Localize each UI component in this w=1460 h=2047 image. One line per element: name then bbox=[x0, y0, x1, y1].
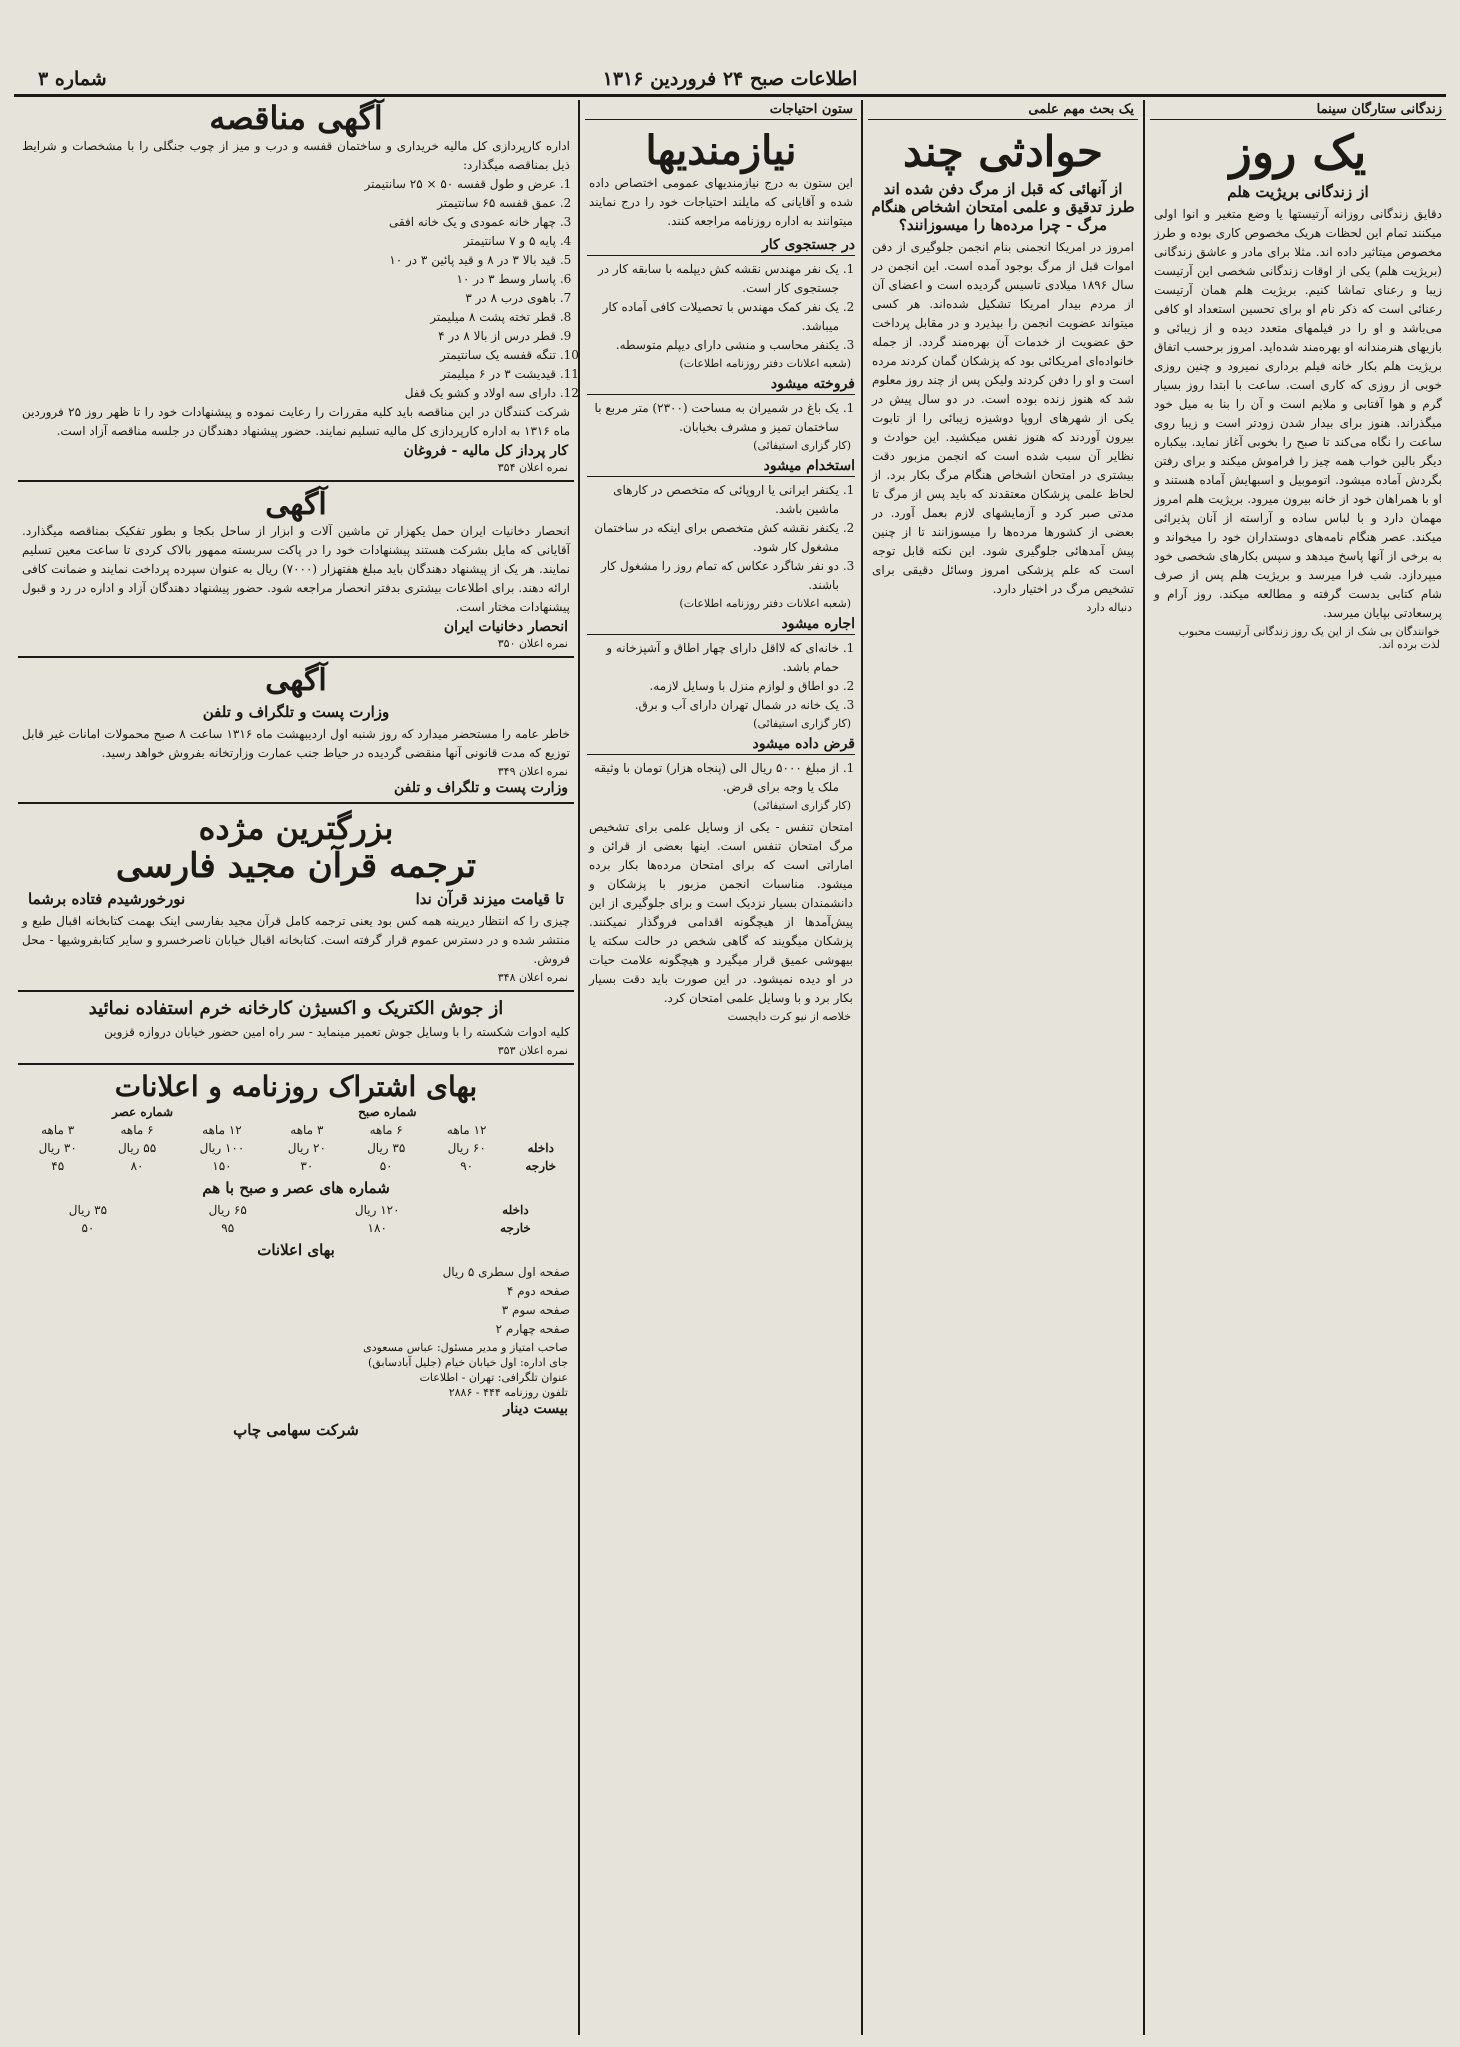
period-cell: ۳ ماهه bbox=[290, 1122, 324, 1137]
empty-cell bbox=[508, 1121, 575, 1139]
headline: نیازمندیها bbox=[645, 127, 797, 174]
masthead bbox=[14, 68, 1446, 97]
electric-body: کلیه ادوات شکسته را با وسایل جوش تعمیر مینماید - سر راه امین حضور خیابان دروازه قزوین bbox=[104, 1024, 570, 1039]
morning-title: شماره صبح bbox=[358, 1104, 417, 1119]
quran-subtitle: ترجمه قرآن مجید فارسی bbox=[115, 845, 477, 886]
classified-items bbox=[585, 399, 857, 437]
office-address: جای اداره: اول خیابان خیام (جلیل آبادسابق) bbox=[368, 1355, 568, 1369]
quran-ref: نمره اعلان ۳۴۸ bbox=[497, 970, 568, 984]
both-row bbox=[18, 1219, 574, 1237]
tobacco-ad bbox=[18, 488, 574, 651]
headline: یک روز bbox=[1229, 125, 1367, 179]
tender-item: 4. پایه ۵ و ۷ سانتیمتر bbox=[22, 232, 556, 251]
price-cell: ۶۵ ریال bbox=[208, 1202, 247, 1217]
subscription-rows bbox=[18, 1139, 574, 1175]
column-rule bbox=[1143, 100, 1145, 2035]
quran-verse bbox=[18, 886, 574, 912]
electric-headline: از جوش الکتریک و اکسیژن کارخانه خرم استفاده نمائید bbox=[88, 997, 504, 1019]
tender-signature: کار پرداز کل مالیه - فروغان bbox=[403, 442, 568, 459]
ad-signature: انحصار دخانیات ایران bbox=[443, 619, 568, 636]
price-cell: ۱۰۰ ریال bbox=[199, 1140, 245, 1155]
subscription-box bbox=[18, 1071, 574, 1439]
tender-items bbox=[18, 175, 574, 403]
classified-note: (کار گزاری استیفائی) bbox=[753, 799, 851, 812]
telegraph-address: عنوان تلگرافی: تهران - اطلاعات bbox=[419, 1370, 568, 1384]
divider bbox=[18, 480, 574, 482]
classified-sections bbox=[585, 237, 857, 812]
ads-price-row: صفحه چهارم ۲ bbox=[495, 1321, 570, 1336]
price-cell: ۳۰ ریال bbox=[38, 1140, 77, 1155]
classified-item: 1. خانه‌ای که لااقل دارای چهار اطاق و آشپزخانه و حمام باشد. bbox=[589, 639, 839, 677]
electric-ref: نمره اعلان ۳۵۳ bbox=[497, 1043, 568, 1057]
price-cell: ۱۲۰ ریال bbox=[354, 1202, 400, 1217]
tender-item: 6. پاسار وسط ۳ در ۱۰ bbox=[22, 270, 556, 289]
price-cell: ۵۵ ریال bbox=[117, 1140, 157, 1155]
price-cell: ۱۵۰ bbox=[212, 1158, 232, 1173]
row-label: داخله bbox=[527, 1140, 554, 1155]
price-cell: ۶۰ ریال bbox=[447, 1140, 486, 1155]
classified-note: (کار گزاری استیفائی) bbox=[753, 717, 851, 730]
printer: شرکت سهامی چاپ bbox=[233, 1420, 359, 1439]
tender-item: 5. قید بالا ۳ در ۸ و قید پائین ۳ در ۱۰ bbox=[22, 251, 556, 270]
tender-ad bbox=[18, 100, 574, 474]
column-cinema bbox=[1150, 100, 1446, 653]
headline: حوادثی چند bbox=[902, 127, 1104, 176]
period-cell: ۱۲ ماهه bbox=[446, 1122, 487, 1137]
subscription-row bbox=[18, 1157, 574, 1175]
intro: این ستون به درج نیازمندیهای عمومی اختصاص داده شده و آقایانی که مایلند احتیاجات خود را درج نمایند میتوانند به اداره روزنامه مراجعه کنند. bbox=[589, 176, 853, 228]
classified-item: 3. یکنفر محاسب و منشی دارای دیپلم متوسطه. bbox=[589, 336, 839, 355]
classified-section-title: فروخته میشود bbox=[587, 376, 855, 395]
classified-item: 3. دو نفر شاگرد عکاس که تمام روز را مشغول کار باشند. bbox=[589, 557, 839, 595]
section-kicker: ستون احتیاجات bbox=[585, 100, 857, 120]
quran-body: چیزی را که انتظار دیرینه همه کس بود یعنی ترجمه کامل قرآن مجید بفارسی اینک بهمت کتابخانه اقبال طبع و منتشر شده و در دسترس عموم قرار گرفته است. کتابخانه اقبال خیابان ناصرخسرو و سایر کتابفروشیها - محل فروش. bbox=[22, 913, 570, 966]
issue-price: بیست دینار bbox=[503, 1400, 568, 1417]
subscription-headline: بهای اشتراک روزنامه و اعلانات bbox=[114, 1069, 478, 1103]
period-cell: ۶ ماهه bbox=[120, 1122, 154, 1137]
ad-ref: نمره اعلان ۳۵۰ bbox=[497, 637, 568, 651]
tender-terms: شرکت کنندگان در این مناقصه باید کلیه مقررات را رعایت نموده و پیشنهادات خود را تا ظهر روز ۲۵ فروردین ماه ۱۳۱۶ به اداره کارپردازی کل مالیه تسلیم نمایند. حضور پیشنهاد دهندگان در جلسه مناقصه آزاد است. bbox=[22, 404, 570, 438]
classified-item: 2. دو اطاق و لوازم منزل با وسایل لازمه. bbox=[589, 677, 839, 696]
column-science bbox=[868, 100, 1138, 616]
classified-items bbox=[585, 260, 857, 355]
subscription-row bbox=[18, 1139, 574, 1157]
tender-item: 9. قطر درس از بالا ۸ در ۴ bbox=[22, 327, 556, 346]
ads-price-rows bbox=[18, 1263, 574, 1339]
column-classifieds bbox=[585, 100, 857, 1025]
price-cell: ۹۵ bbox=[221, 1220, 235, 1235]
classified-item: 1. از مبلغ ۵۰۰۰ ریال الی (پنجاه هزار) تومان با وثیقه ملک یا وجه برای قرض. bbox=[589, 759, 839, 797]
verse-right: تا قیامت میزند قرآن ندا bbox=[415, 889, 564, 908]
electric-ad bbox=[18, 998, 574, 1057]
subheadline: از آنهائی که قبل از مرگ دفن شده اند طرز تدقیق و علمی امتحان اشخاص هنگام مرگ - چرا مرده‌ها را میسوزانند؟ bbox=[871, 180, 1135, 235]
page-number: شماره ۳ bbox=[38, 68, 107, 90]
tender-item: 10. تنگه قفسه یک سانتیمتر bbox=[22, 346, 556, 365]
ad-org: وزارت پست و تلگراف و تلفن bbox=[202, 702, 390, 721]
price-cell: ۸۰ bbox=[130, 1158, 144, 1173]
tender-item: 1. عرض و طول قفسه ۵۰ × ۲۵ سانتیمتر bbox=[22, 175, 556, 194]
phone-number: تلفون روزنامه ۴۴۴ - ۲۸۸۶ bbox=[448, 1385, 568, 1399]
tender-item: 12. دارای سه اولاد و کشو یک قفل bbox=[22, 384, 556, 403]
tender-item: 2. عمق قفسه ۶۵ سانتیمتر bbox=[22, 194, 556, 213]
classified-section-title: در جستجوی کار bbox=[587, 237, 855, 256]
tender-body: اداره کارپردازی کل مالیه خریداری و ساختمان قفسه و درب و میز از چوب جنگلی را با مشخصات و شرایط ذیل بمناقصه میگذارد: bbox=[22, 138, 570, 172]
ad-body: خاطر عامه را مستحضر میدارد که روز شنبه اول اردیبهشت ماه ۱۳۱۶ ساعت ۸ صبح محمولات امانات غیر قابل توزیع که مدت قانونی آنها منقضی گردیده در حیاط جنب عمارت وزارتخانه بفروش خواهد رسید. bbox=[22, 726, 570, 760]
verse-left: نورخورشیدم فتاده برشما bbox=[28, 889, 186, 908]
classified-items bbox=[585, 639, 857, 715]
classified-items bbox=[585, 481, 857, 595]
price-cell: ۲۰ ریال bbox=[287, 1140, 326, 1155]
tender-ref: نمره اعلان ۳۵۴ bbox=[497, 460, 568, 474]
ads-price-row: صفحه اول سطری ۵ ریال bbox=[442, 1264, 570, 1279]
period-cell: ۳ ماهه bbox=[41, 1122, 75, 1137]
classified-item: 1. یک باغ در شمیران به مساحت (۲۳۰۰) متر مربع با ساختمان تمیز و مشرف بخیابان. bbox=[589, 399, 839, 437]
classified-note: (شعبه اعلانات دفتر روزنامه اطلاعات) bbox=[679, 357, 851, 370]
row-label: خارجه bbox=[525, 1158, 557, 1173]
classified-note: (شعبه اعلانات دفتر روزنامه اطلاعات) bbox=[679, 597, 851, 610]
column-ads bbox=[18, 100, 574, 1443]
both-rows bbox=[18, 1201, 574, 1237]
column-rule bbox=[861, 100, 863, 2035]
price-cell: ۵۰ bbox=[81, 1220, 95, 1235]
article-footer: خلاصه از نیو کرت دایجست bbox=[727, 1010, 851, 1023]
classified-item: 2. یک نفر کمک مهندس با تحصیلات کافی آماده کار میباشد. bbox=[589, 298, 839, 336]
price-cell: ۳۵ ریال bbox=[367, 1140, 406, 1155]
classified-section-title: اجاره میشود bbox=[587, 616, 855, 635]
price-cell: ۱۸۰ bbox=[367, 1220, 387, 1235]
tender-item: 11. قیدیشت ۳ در ۶ میلیمتر bbox=[22, 365, 556, 384]
article-body: دقایق زندگانی روزانه آرتیستها یا وضع متغیر و انوا اولی میکنند تمام این لحظات هریک مخصوص کاری بوده و طرز مخصوص میتاثیر داده اند. مثلا برای مادر و عاشق زندگانی (بریژیت هلم) یکی از اوقات زندگانی شخصی این آرتیست زیبا و رعنای تماشا کنیم. بریژیت هلم همان آرتیست رعنائی است که ذکر نام او برای تحسین استعداد او کافی می‌باشد و او را در فیلمهای متعدد دیده و از زیبائی و بازیهای هنرمندانه او بهره‌مند شده‌اید. امروز برحسب اتفاق بریژیت هلم بکار خانه فیلم برداری نمیرود و چنین روزی خوبی از روزی که کاری است. ساعت با ابتدا روز بسیار گرم و هوا آفتابی و ملایم است و آن را بنا به میل خود میگذراند. هنوز برای بیدار شدن زودتر است و زیبا روی ساعت را نگاه می‌کند تا صبح را بخوبی آغاز نماید. بیکباره دیگر بالین خواب همه چیز را فراموش میکند و برای رفتن بگردش آماده میشود. اتوموبیل و اسبهایش آماده هستند و او با همراهان خود از خانه بیرون میرود. بریژیت هلم امروز مهمان دارد و با لباس ساده و آراسته از آنان پذیرائی میکند. عصر هنگام نامه‌های دوستداران خود را میخواند و به برخی از آنها پاسخ میدهد و سپس بکارهای شخصی خود میپردازد. شب فرا میرسد و بریژیت هلم پس از صرف شام کتابی بدست گرفته و مطالعه میکند. روز آرام و پرسعادتی بپایان میرسد. bbox=[1154, 206, 1442, 620]
classified-section-title: استخدام میشود bbox=[587, 458, 855, 477]
quran-ad bbox=[18, 810, 574, 984]
classified-section-title: قرض داده میشود bbox=[587, 736, 855, 755]
period-row bbox=[18, 1121, 574, 1139]
row-label: خارجه bbox=[500, 1220, 531, 1235]
date-line: اطلاعات صبح ۲۴ فروردین ۱۳۱۶ bbox=[602, 68, 858, 90]
article-footer: دنباله دارد bbox=[1086, 601, 1132, 615]
quran-title: بزرگترین مژده bbox=[198, 808, 394, 847]
section-kicker: زندگانی ستارگان سینما bbox=[1150, 100, 1446, 120]
ad-headline: آگهی bbox=[265, 486, 327, 522]
divider bbox=[18, 1063, 574, 1065]
period-cell: ۶ ماهه bbox=[369, 1122, 403, 1137]
ads-price-row: صفحه دوم ۴ bbox=[506, 1283, 570, 1298]
price-cell: ۹۰ bbox=[460, 1158, 474, 1173]
classified-items bbox=[585, 759, 857, 797]
ad-ref: نمره اعلان ۳۴۹ bbox=[497, 764, 568, 778]
price-cell: ۳۰ bbox=[300, 1158, 314, 1173]
article-body: امروز در امریکا انجمنی بنام انجمن جلوگیری از دفن اموات قبل از مرگ بوجود آمده است. این انجمن در سال ۱۸۹۶ میلادی تاسیس گردیده است و اعضای آن از مردم بیدار امریکا تشکیل شده‌اند. هر کسی میتواند عضویت انجمن را بپذیرد و در مقابل پرداخت حق عضویت از خدمات آن بهره‌مند گردد. از جمله خانواده‌ای امریکائی بود که پزشکان گمان کردند مرده است و او را دفن کردند ولیکن پس از چند روز معلوم شد که هنوز زنده بوده است. در دو سال پیش در یکی از شهرهای اروپا دوشیزه زیبائی را از تابوت بیرون آوردند که هنوز نفس میکشید. این حوادث و نظایر آن سبب شده است که انجمن مزبور دقت بیشتری در امتحان اشخاص هنگام مرگ بکار برد. از لحاظ علمی پزشکان معتقدند که باید پس از مرگ تا مدتی صبر کرد و آزمایشهای لازم بعمل آورد. در بعضی از کشورها مرده‌ها را میسوزانند تا از چنین پیش آمدهائی جلوگیری شود. این نکته قابل توجه است که علم پزشکی امروز وسائل دقیقی برای تشخیص مرگ در اختیار دارد. bbox=[872, 240, 1134, 597]
classified-item: 3. یک خانه در شمال تهران دارای آب و برق. bbox=[589, 696, 839, 715]
article-footer: خوانندگان بی شک از این یک روز زندگانی آرتیست محبوب لذت برده اند. bbox=[1178, 624, 1440, 651]
subheadline: از زندگانی بریژیت هلم bbox=[1227, 182, 1369, 201]
subscription-table bbox=[18, 1103, 574, 1175]
classified-note: (کار گزاری استیفائی) bbox=[753, 439, 851, 452]
tender-headline: آگهی مناقصه bbox=[209, 99, 383, 137]
price-cell: ۴۵ bbox=[51, 1158, 65, 1173]
price-cell: ۳۵ ریال bbox=[68, 1202, 108, 1217]
classified-item: 2. یکنفر نقشه کش متخصص برای اینکه در ساختمان مشغول کار شود. bbox=[589, 519, 839, 557]
divider bbox=[18, 656, 574, 658]
ads-price-title: بهای اعلانات bbox=[257, 1240, 335, 1259]
ad-body: انحصار دخانیات ایران حمل یکهزار تن ماشین آلات و ابزار از ساحل بکجا و بطور تفکیک بمناقصه میگذارد. آقایانی که مایل بشرکت هستند پیشنهادات خود را در پاکت سربسته ممهور بالاک کردی تا ساعت معین تسلیم نمایند. هر یک از پیشنهاد دهندگان باید مبلغ هفتهزار (۷۰۰۰) ریال به عنوان سپرده پرداخت نمایند و ضمانت کافی ارائه دهند. برای اطلاعات بیشتری بدفتر انحصار مراجعه شود. حضور پیشنهاد دهندگان آزاد و اداره در رد و قبول پیشنهادات مختار است. bbox=[22, 524, 570, 615]
price-cell: ۵۰ bbox=[379, 1158, 393, 1173]
ads-price-row: صفحه سوم ۳ bbox=[501, 1302, 570, 1317]
section-kicker: یک بحث مهم علمی bbox=[868, 100, 1138, 120]
divider bbox=[18, 990, 574, 992]
both-title: شماره های عصر و صبح با هم bbox=[202, 1178, 390, 1197]
ad-headline: آگهی bbox=[265, 663, 327, 699]
both-row bbox=[18, 1201, 574, 1219]
row-label: داخله bbox=[502, 1202, 529, 1217]
publisher: صاحب امتیاز و مدیر مسئول: عباس مسعودی bbox=[363, 1340, 568, 1354]
classified-item: 1. یکنفر ایرانی یا اروپائی که متخصص در کارهای ماشین باشد. bbox=[589, 481, 839, 519]
classified-item: 1. یک نفر مهندس نقشه کش دیپلمه با سابقه کار در جستجوی کار است. bbox=[589, 260, 839, 298]
tender-item: 7. باهوی درب ۸ در ۳ bbox=[22, 289, 556, 308]
tender-item: 3. چهار خانه عمودی و یک خانه افقی bbox=[22, 213, 556, 232]
tender-item: 8. قطر تخته پشت ۸ میلیمتر bbox=[22, 308, 556, 327]
evening-title: شماره عصر bbox=[112, 1104, 174, 1119]
period-cell: ۱۲ ماهه bbox=[202, 1122, 242, 1137]
post-ad bbox=[18, 664, 574, 796]
divider bbox=[18, 802, 574, 804]
ad-signature: وزارت پست و تلگراف و تلفن bbox=[393, 779, 568, 796]
article-body: امتحان تنفس - یکی از وسایل علمی برای تشخیص مرگ امتحان تنفس است. اینها بعضی از قرائن و اماراتی است که برای امتحان مرده‌ها بکار برده میشود. مناسبات انجمن مزبور با پزشکان و دانشمندان بسیار نزدیک است و برای جلوگیری از این پیش‌آمدها از هیچگونه اقدامی فروگذار نمیکنند. پزشکان میگویند که گاهی شخص در حالت سکته یا بیهوشی عمیق قرار میگیرد و هیچگونه علامت حیات در او دیده نمیشود. در این صورت باید دقت بسیار بکار برد و با وسایل علمی امتحان کرد. bbox=[589, 820, 853, 1005]
